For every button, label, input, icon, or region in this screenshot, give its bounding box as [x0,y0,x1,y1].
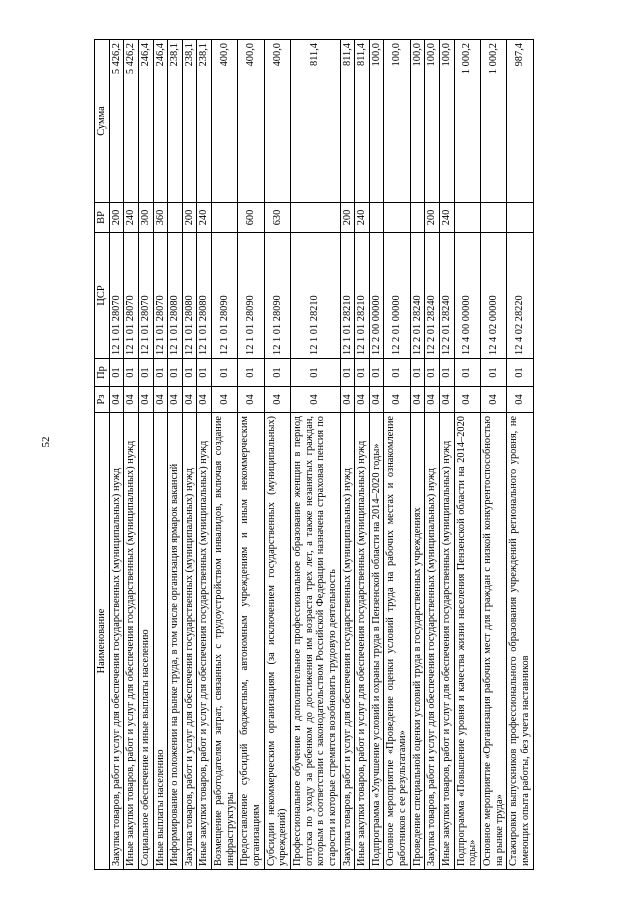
table-cell-sum: 100,0 [369,40,384,203]
table-cell-csr: 12 1 01 28210 [290,233,340,359]
table-cell-pr: 01 [168,359,183,387]
table-cell-pr: 01 [197,359,212,387]
table-cell-pr: 01 [425,359,440,387]
table-cell-csr: 12 1 01 28070 [109,233,124,359]
table-cell-csr: 12 1 01 28080 [182,233,197,359]
table-cell-rz: 04 [212,387,238,413]
table-cell-vr: 240 [124,203,139,233]
table-cell-sum: 1 000,2 [480,40,506,203]
table-cell-sum: 100,0 [425,40,440,203]
table-cell-pr: 01 [138,359,153,387]
table-cell-name: Социальное обеспечение и иные выплаты населению [138,413,153,870]
table-cell-pr: 01 [369,359,384,387]
table-cell-pr: 01 [153,359,168,387]
table-cell-name: Возмещение работодателям затрат, связанных с трудоустройством инвалидов, включая создание инфраструктуры [212,413,238,870]
table-cell-rz: 04 [440,387,455,413]
table-cell-vr: 600 [238,203,264,233]
budget-table [94,39,534,870]
table-cell-name: Иные закупки товаров, работ и услуг для обеспечения государственных (муниципальных) нужд [197,413,212,870]
table-row [340,40,355,870]
table-cell-pr: 01 [355,359,370,387]
table-cell-csr: 12 1 01 28070 [138,233,153,359]
table-cell-name: Проведение специальной оценки условий труда в государственных учреждениях [410,413,425,870]
table-cell-vr: 200 [425,203,440,233]
table-cell-csr: 12 4 00 00000 [454,233,480,359]
page-number: 52 [40,436,52,448]
table-row [290,40,340,870]
table-cell-vr [369,203,384,233]
table-cell-name: Закупка товаров, работ и услуг для обеспечения государственных (муниципальных) нужд [340,413,355,870]
table-row [454,40,480,870]
table-cell-csr: 12 1 01 28090 [238,233,264,359]
table-cell-name: Подпрограмма «Улучшение условий и охраны труда в Пензенской области на 2014–2020 годы» [369,413,384,870]
table-cell-pr: 01 [480,359,506,387]
table-cell-vr: 200 [340,203,355,233]
table-cell-sum: 246,4 [153,40,168,203]
table-cell-sum: 811,4 [340,40,355,203]
table-row [507,40,533,870]
header-sum: Сумма [95,40,110,203]
table-row [138,40,153,870]
table-row [369,40,384,870]
table-cell-pr: 01 [410,359,425,387]
table-row [238,40,264,870]
table-cell-name: Иные закупки товаров, работ и услуг для обеспечения государственных (муниципальных) нужд [440,413,455,870]
table-cell-name: Закупка товаров, работ и услуг для обеспечения государственных (муниципальных) нужд [109,413,124,870]
table-cell-sum: 811,4 [290,40,340,203]
table-cell-sum: 811,4 [355,40,370,203]
table-cell-sum: 1 000,2 [454,40,480,203]
table-cell-vr [384,203,410,233]
table-row [440,40,455,870]
table-cell-pr: 01 [507,359,533,387]
table-cell-csr: 12 1 01 28080 [168,233,183,359]
table-row [355,40,370,870]
table-cell-csr: 12 2 01 28240 [425,233,440,359]
table-cell-vr [480,203,506,233]
table-cell-rz: 04 [124,387,139,413]
table-cell-rz: 04 [182,387,197,413]
table-cell-rz: 04 [410,387,425,413]
table-cell-vr: 240 [197,203,212,233]
header-rz: Рз [95,387,110,413]
table-cell-vr [290,203,340,233]
table-cell-rz: 04 [290,387,340,413]
table-row [425,40,440,870]
table-row [197,40,212,870]
table-cell-csr: 12 1 01 28210 [340,233,355,359]
table-cell-rz: 04 [264,387,290,413]
table-cell-sum: 400,0 [212,40,238,203]
table-cell-vr: 360 [153,203,168,233]
header-csr: ЦСР [95,233,110,359]
table-cell-name: Субсидии некоммерческим организациям (за исключением государственных (муниципальных) учреждений) [264,413,290,870]
header-vr: ВР [95,203,110,233]
table-cell-pr: 01 [454,359,480,387]
table-cell-csr: 12 1 01 28070 [153,233,168,359]
table-cell-pr: 01 [212,359,238,387]
table-cell-sum: 238,1 [182,40,197,203]
table-cell-pr: 01 [384,359,410,387]
table-cell-sum: 100,0 [410,40,425,203]
table-cell-rz: 04 [109,387,124,413]
table-cell-rz: 04 [197,387,212,413]
table-row [212,40,238,870]
table-row [384,40,410,870]
table-cell-vr: 630 [264,203,290,233]
table-row [410,40,425,870]
table-cell-pr: 01 [238,359,264,387]
table-cell-name: Профессиональное обучение и дополнительное профессиональное образование женщин в период отпуска по уходу за ребенком до достижения им возраста трех лет, а также незанятых граждан, которым в соответствии с законодательством Российской Федерации назначена страховая пенсия по старости и которые стремятся возобновить трудовую деятельность [290,413,340,870]
table-row [168,40,183,870]
table-cell-csr: 12 1 01 28080 [197,233,212,359]
table-cell-vr [454,203,480,233]
table-row [109,40,124,870]
table-row [264,40,290,870]
table-cell-rz: 04 [138,387,153,413]
table-cell-csr: 12 1 01 28210 [355,233,370,359]
table-cell-pr: 01 [182,359,197,387]
table-cell-csr: 12 4 02 28220 [507,233,533,359]
table-cell-rz: 04 [507,387,533,413]
table-cell-name: Закупка товаров, работ и услуг для обеспечения государственных (муниципальных) нужд [182,413,197,870]
table-cell-rz: 04 [369,387,384,413]
table-cell-sum: 987,4 [507,40,533,203]
table-cell-pr: 01 [264,359,290,387]
table-cell-csr: 12 4 02 00000 [480,233,506,359]
table-cell-csr: 12 2 01 28240 [410,233,425,359]
table-cell-name: Иные закупки товаров, работ и услуг для обеспечения государственных (муниципальных) нужд [355,413,370,870]
header-row [95,40,110,870]
table-cell-vr [168,203,183,233]
table-cell-name: Основное мероприятие «Организация рабочих мест для граждан с низкой конкурентоспособностью на рынке труда» [480,413,506,870]
table-cell-csr: 12 1 01 28090 [212,233,238,359]
table-cell-rz: 04 [480,387,506,413]
table-cell-vr [410,203,425,233]
table-row [480,40,506,870]
table-cell-name: Закупка товаров, работ и услуг для обеспечения государственных (муниципальных) нужд [425,413,440,870]
table-cell-sum: 5 426,2 [124,40,139,203]
table-cell-pr: 01 [440,359,455,387]
table-cell-pr: 01 [290,359,340,387]
table-cell-vr [212,203,238,233]
table-cell-sum: 238,1 [197,40,212,203]
table-cell-name: Иные закупки товаров, работ и услуг для обеспечения государственных (муниципальных) нужд [124,413,139,870]
table-cell-name: Стажировки выпускников профессионального образования учреждений регионального уровня, не имеющих опыта работы, без учета наставников [507,413,533,870]
table-cell-rz: 04 [355,387,370,413]
table-cell-sum: 400,0 [238,40,264,203]
table-cell-sum: 100,0 [440,40,455,203]
table-cell-name: Основное мероприятие «Проведение оценки условий труда на рабочих местах и ознакомление работников с ее результатами» [384,413,410,870]
table-cell-rz: 04 [340,387,355,413]
table-cell-pr: 01 [109,359,124,387]
table-row [182,40,197,870]
table-row [124,40,139,870]
header-name: Наименование [95,413,110,870]
table-cell-vr: 200 [182,203,197,233]
table-cell-rz: 04 [454,387,480,413]
table-cell-name: Информирование о положении на рынке труда, в том числе организация ярмарок вакансий [168,413,183,870]
rotated-table-container [94,40,594,870]
table-cell-csr: 12 2 01 28240 [440,233,455,359]
table-cell-sum: 246,4 [138,40,153,203]
table-cell-vr: 200 [109,203,124,233]
table-row [153,40,168,870]
table-cell-rz: 04 [425,387,440,413]
table-cell-pr: 01 [340,359,355,387]
table-cell-rz: 04 [384,387,410,413]
table-cell-sum: 400,0 [264,40,290,203]
header-pr: Пр [95,359,110,387]
table-cell-name: Иные выплаты населению [153,413,168,870]
table-cell-csr: 12 1 01 28090 [264,233,290,359]
table-cell-vr [507,203,533,233]
table-cell-pr: 01 [124,359,139,387]
table-cell-vr: 240 [355,203,370,233]
table-cell-sum: 100,0 [384,40,410,203]
table-cell-rz: 04 [238,387,264,413]
table-cell-csr: 12 2 00 00000 [369,233,384,359]
table-cell-sum: 5 426,2 [109,40,124,203]
table-cell-sum: 238,1 [168,40,183,203]
table-cell-vr: 240 [440,203,455,233]
table-cell-name: Подпрограмма «Повышение уровня и качества жизни населения Пензенской области на 2014–2020 годы» [454,413,480,870]
table-cell-vr: 300 [138,203,153,233]
table-cell-rz: 04 [168,387,183,413]
table-cell-csr: 12 2 01 00000 [384,233,410,359]
table-cell-csr: 12 1 01 28070 [124,233,139,359]
table-body [109,40,533,870]
table-cell-rz: 04 [153,387,168,413]
table-cell-name: Предоставление субсидий бюджетным, автономным учреждениям и иным некоммерческим организациям [238,413,264,870]
